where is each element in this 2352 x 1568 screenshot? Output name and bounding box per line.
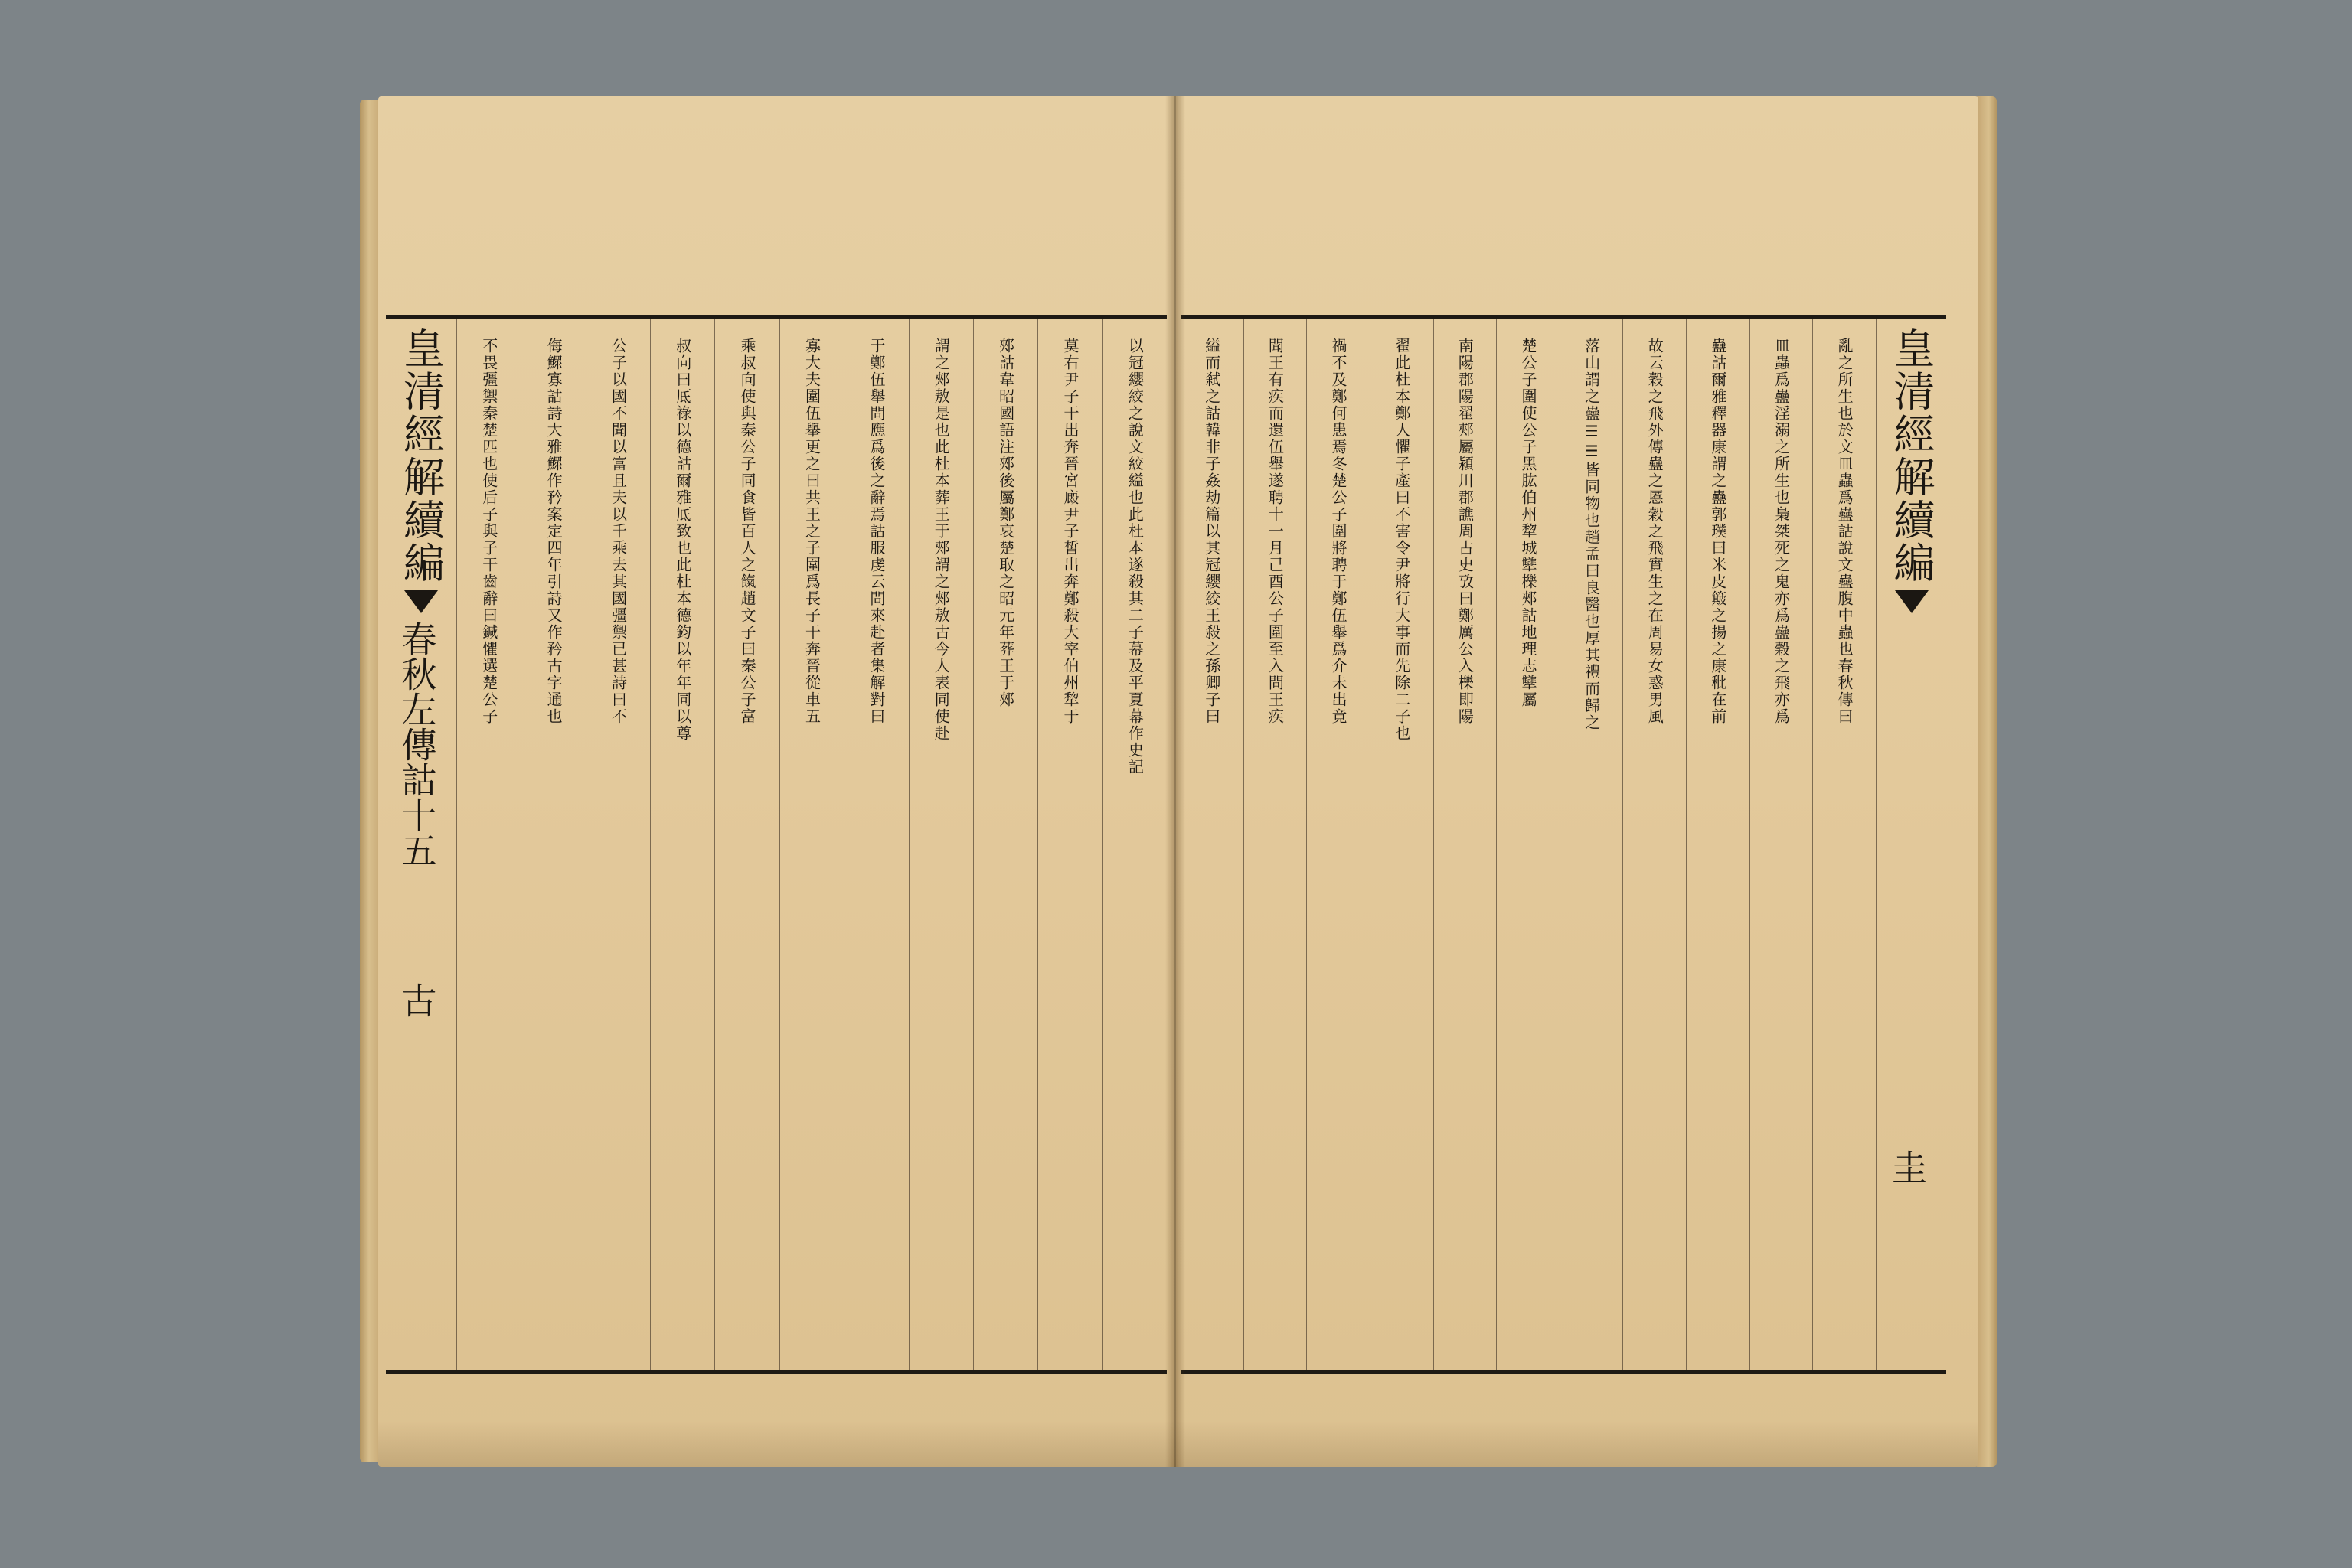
left-column	[1037, 319, 1102, 1370]
right-column	[1622, 319, 1686, 1370]
right-column	[1749, 319, 1813, 1370]
right-page	[1174, 96, 1978, 1467]
right-column-text: 南陽郡陽翟郟屬潁川郡譙周古史攷曰鄭厲公入櫟即陽	[1455, 338, 1475, 725]
right-text-columns	[1181, 319, 1946, 1370]
left-column-text: 侮鰥寡詁詩大雅鰥作矜案定四年引詩又作矜古字通也	[544, 338, 564, 725]
left-page	[378, 96, 1174, 1467]
right-column	[1243, 319, 1307, 1370]
right-column-text: 聞王有疾而還伍舉遂聘十一月己酉公子圍至入問王疾	[1266, 338, 1285, 725]
right-column-text: 縊而弒之詁韓非子姦劫篇以其冠纓絞王殺之孫卿子曰	[1202, 338, 1221, 725]
right-column-text: 亂之所生也於文皿蟲爲蠱詁說文蠱腹中蟲也春秋傳曰	[1835, 338, 1854, 725]
left-folio: 古	[396, 982, 438, 1018]
left-column	[779, 319, 844, 1370]
left-column	[650, 319, 714, 1370]
right-column-text: 禍不及鄭何患焉冬楚公子圍將聘于鄭伍舉爲介未出竟	[1329, 338, 1348, 725]
right-page-edges	[1977, 96, 1997, 1467]
right-column-text: 楚公子圍使公子黑肱伯州犂城犫櫟郟詁地理志犫屬	[1518, 338, 1537, 708]
left-text-columns	[386, 319, 1167, 1370]
fish-tail-icon	[404, 590, 438, 613]
left-column-text: 郟詁韋昭國語注郟後屬鄭哀楚取之昭元年葬王于郟	[996, 338, 1015, 708]
book-gutter	[1165, 96, 1185, 1467]
right-page-shadow	[1174, 1421, 1978, 1467]
right-column	[1306, 319, 1370, 1370]
right-column-text: 故云穀之飛外傳蠱之慝穀之飛實生之在周易女惑男風	[1645, 338, 1664, 725]
left-column-text: 公子以國不聞以富且夫以千乘去其國彊禦已甚詩曰不	[609, 338, 628, 725]
fish-tail-icon	[1895, 590, 1929, 613]
left-column	[909, 319, 973, 1370]
left-column	[521, 319, 585, 1370]
left-column	[973, 319, 1037, 1370]
right-column	[1496, 319, 1560, 1370]
left-margin-title: 皇清經解續編	[397, 327, 446, 584]
left-page-shadow	[378, 1421, 1174, 1467]
left-print-frame	[386, 315, 1167, 1374]
left-column	[456, 319, 521, 1370]
left-column	[714, 319, 779, 1370]
left-column-text: 莫右尹子干出奔晉宮廄尹子皙出奔鄭殺大宰伯州犂于	[1060, 338, 1080, 725]
left-column-text: 于鄭伍舉問應爲後之辭焉詁服虔云問來赴者集解對曰	[867, 338, 886, 725]
right-column	[1370, 319, 1433, 1370]
right-column-text: 落山謂之蠱☰☰皆同物也趙孟曰良醫也厚其禮而歸之	[1582, 338, 1601, 731]
right-column-text: 皿蟲爲蠱淫溺之所生也梟桀死之鬼亦爲蠱穀之飛亦爲	[1772, 338, 1791, 725]
right-folio: 圭	[1886, 1149, 1928, 1184]
left-column-text: 以冠纓絞之說文絞縊也此杜本遂殺其二子幕及平夏幕作史記	[1125, 338, 1145, 776]
right-margin-title: 皇清經解續編	[1887, 327, 1936, 584]
right-column	[1181, 319, 1243, 1370]
left-column-text: 謂之郟敖是也此杜本葬王于郟謂之郟敖古今人表同使赴	[932, 338, 951, 742]
left-column-text: 不畏彊禦秦楚匹也使后子與子干齒辭曰鍼懼選楚公子	[479, 338, 498, 725]
right-column	[1433, 319, 1497, 1370]
right-print-frame	[1181, 315, 1946, 1374]
right-column	[1560, 319, 1623, 1370]
right-column-text: 翟此杜本鄭人懼子產曰不害令尹將行大事而先除二子也	[1392, 338, 1411, 742]
right-column	[1812, 319, 1876, 1370]
left-column-text: 寡大夫圍伍舉更之曰共王之子圍爲長子干奔晉從車五	[802, 338, 822, 725]
left-column-text: 叔向曰厎祿以德詁爾雅厎致也此杜本德鈞以年年同以尊	[673, 338, 692, 742]
left-column	[844, 319, 908, 1370]
right-column-text: 蠱詁爾雅釋器康謂之蠱郭璞曰米皮簸之揚之康秕在前	[1708, 338, 1727, 725]
left-column	[1102, 319, 1167, 1370]
right-page-margin	[1876, 319, 1946, 1370]
open-book	[360, 90, 1997, 1475]
left-page-margin	[386, 319, 456, 1370]
left-column-text: 乘叔向使與秦公子同食皆百人之餼趙文子曰秦公子富	[738, 338, 757, 725]
right-column	[1686, 319, 1749, 1370]
left-margin-section: 春秋左傳詁十五	[396, 621, 438, 867]
left-column	[586, 319, 650, 1370]
